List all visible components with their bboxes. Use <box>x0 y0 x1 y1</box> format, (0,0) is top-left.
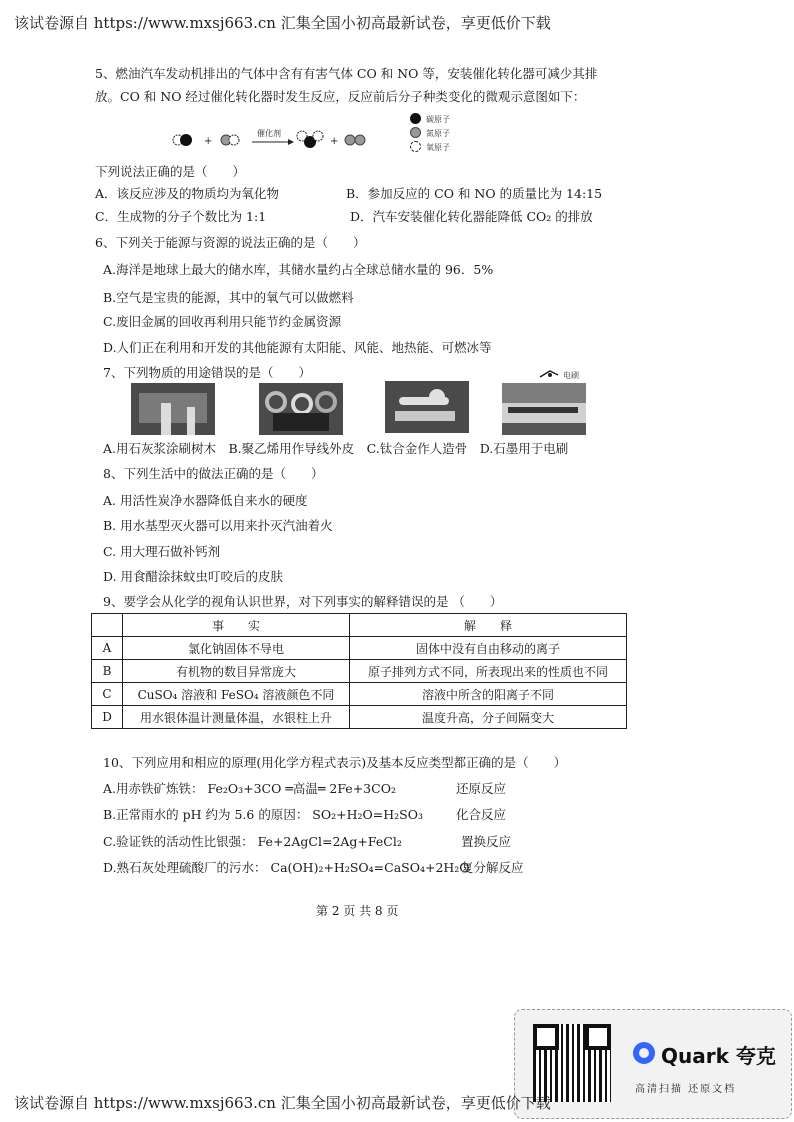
q10-type-b: 化合反应 <box>456 807 507 822</box>
reactant-no-molecule <box>221 135 239 145</box>
q8-option-b: B. 用水基型灭火器可以用来扑灭汽油着火 <box>103 518 333 533</box>
quark-watermark <box>514 1009 792 1119</box>
q10-option-a: A.用赤铁矿炼铁： Fe₂O₃+3CO ═高温═ 2Fe+3CO₂ <box>103 781 396 796</box>
table-row <box>92 683 627 706</box>
q10-type-c: 置换反应 <box>461 834 512 849</box>
q5-prompt: 下列说法正确的是（ ） <box>95 164 246 179</box>
q5-stem-line1: 5、燃油汽车发动机排出的气体中含有有害气体 CO 和 NO 等，安装催化转化器可减少其排 <box>95 66 598 81</box>
q6-stem: 6、下列关于能源与资源的说法正确的是（ ） <box>95 235 366 250</box>
page-header: 该试卷源自 https://www.mxsj663.cn 汇集全国小初高最新试卷，享更低价下载 <box>14 14 551 32</box>
q9-table <box>91 613 627 729</box>
row-explanation: 固体中没有自由移动的离子 <box>350 637 627 660</box>
reactant-co-molecule <box>173 134 192 146</box>
legend-oxygen: 氧原子 <box>426 143 450 152</box>
row-explanation: 溶液中所含的阳离子不同 <box>350 683 627 706</box>
q5-stem-line2: 放。CO 和 NO 经过催化转化器时发生反应，反应前后分子种类变化的微观示意图如下： <box>95 89 586 104</box>
quark-tagline: 高清扫描 还原文档 <box>635 1084 737 1095</box>
table-row <box>92 637 627 660</box>
row-key: D <box>92 706 123 729</box>
oxygen-atom-icon <box>410 141 421 152</box>
page-number: 第 2 页 共 8 页 <box>316 904 399 918</box>
q7-stem: 7、下列物质的用途错误的是（ ） <box>103 365 311 380</box>
q10-option-b: B.正常雨水的 pH 约为 5.6 的原因： SO₂+H₂O=H₂SO₃ <box>103 807 423 822</box>
legend-nitrogen: 氮原子 <box>426 129 450 138</box>
plus-sign-1: + <box>204 136 213 147</box>
carbon-atom-icon <box>410 113 421 124</box>
q6-option-d: D.人们正在利用和开发的其他能源有太阳能、风能、地热能、可燃冰等 <box>103 340 492 355</box>
table-row <box>92 706 627 729</box>
row-key: C <box>92 683 123 706</box>
quark-logo-icon <box>633 1042 655 1064</box>
row-key: A <box>92 637 123 660</box>
row-key: B <box>92 660 123 683</box>
q5-option-c: C．生成物的分子个数比为 1:1 <box>95 209 267 224</box>
photo-painted-trees <box>131 383 215 435</box>
product-co2-molecule <box>297 131 323 148</box>
q8-option-a: A. 用活性炭净水器降低自来水的硬度 <box>103 493 308 508</box>
row-fact: 有机物的数目异常庞大 <box>123 660 350 683</box>
header-explanation: 解 释 <box>350 614 627 637</box>
photo-electric-train <box>502 383 586 435</box>
q10-option-c: C.验证铁的活动性比银强： Fe+2AgCl=2Ag+FeCl₂ <box>103 834 402 849</box>
q6-option-c: C.废旧金属的回收再利用只能节约金属资源 <box>103 314 342 329</box>
row-fact: 氯化钠固体不导电 <box>123 637 350 660</box>
row-explanation: 温度升高，分子间隔变大 <box>350 706 627 729</box>
q5-option-a: A．该反应涉及的物质均为氧化物 <box>95 186 280 201</box>
header-fact: 事 实 <box>123 614 350 637</box>
photo-titanium-bone <box>385 381 469 433</box>
q6-option-a: A.海洋是地球上最大的储水库，其储水量约占全球总储水量的 96．5% <box>103 262 494 277</box>
qr-code-icon <box>533 1024 611 1102</box>
train-image-label: 电刷 <box>563 371 579 380</box>
q7-captions: A.用石灰浆涂刷树木 B.聚乙烯用作导线外皮 C.钛合金作人造骨 D.石墨用于电刷 <box>103 441 569 456</box>
q8-stem: 8、下列生活中的做法正确的是（ ） <box>103 466 324 481</box>
q8-option-d: D. 用食醋涂抹蚊虫叮咬后的皮肤 <box>103 569 284 584</box>
nitrogen-atom-icon <box>410 127 421 138</box>
table-header-row <box>92 614 627 637</box>
reaction-diagram <box>168 116 408 156</box>
row-explanation: 原子排列方式不同，所表现出来的性质也不同 <box>350 660 627 683</box>
q5-option-d: D．汽车安装催化转化器能降低 CO₂ 的排放 <box>350 209 593 224</box>
q10-type-d: 复分解反应 <box>461 860 524 875</box>
page-footer: 该试卷源自 https://www.mxsj663.cn 汇集全国小初高最新试卷，享更低价下载 <box>14 1094 551 1112</box>
q10-stem: 10、下列应用和相应的原理(用化学方程式表示)及基本反应类型都正确的是（ ） <box>103 755 567 770</box>
q10-type-a: 还原反应 <box>456 781 507 796</box>
brush-icon <box>538 369 560 381</box>
q9-stem: 9、要学会从化学的视角认识世界，对下列事实的解释错误的是 （ ） <box>103 594 503 609</box>
photo-wire-spools <box>259 383 343 435</box>
row-fact: CuSO₄ 溶液和 FeSO₄ 溶液颜色不同 <box>123 683 350 706</box>
product-n2-molecule <box>345 135 365 145</box>
quark-brand: Quark 夸克 <box>661 1044 776 1068</box>
plus-sign-2: + <box>330 136 339 147</box>
q8-option-c: C. 用大理石做补钙剂 <box>103 544 221 559</box>
q10-option-d: D.熟石灰处理硫酸厂的污水： Ca(OH)₂+H₂SO₄=CaSO₄+2H₂O <box>103 860 470 875</box>
q5-option-b: B．参加反应的 CO 和 NO 的质量比为 14:15 <box>346 186 603 201</box>
legend-carbon: 碳原子 <box>426 115 450 124</box>
q6-option-b: B.空气是宝贵的能源，其中的氧气可以做燃料 <box>103 290 354 305</box>
table-row <box>92 660 627 683</box>
catalyst-label: 催化剂 <box>257 129 281 138</box>
row-fact: 用水银体温计测量体温，水银柱上升 <box>123 706 350 729</box>
